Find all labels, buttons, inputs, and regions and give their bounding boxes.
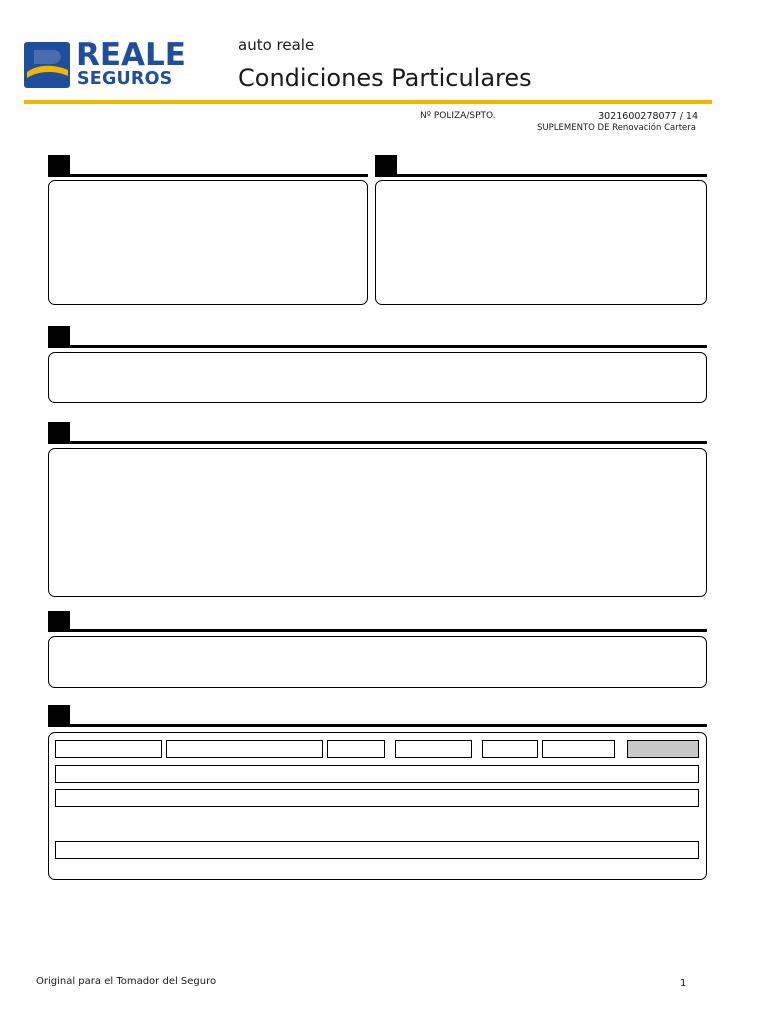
section-marker (48, 155, 70, 175)
section-box-right (375, 180, 707, 305)
section-marker (48, 326, 70, 346)
section-box-left (48, 180, 368, 305)
section-rule (48, 441, 707, 444)
brand-name: REALE (76, 37, 186, 73)
section-rule (48, 345, 707, 348)
page-number: 1 (680, 978, 687, 989)
field-cell (166, 740, 323, 758)
header-divider (24, 100, 712, 104)
reale-seguros-logo (24, 37, 214, 92)
supplement-type: SUPLEMENTO DE Renovación Cartera (537, 123, 696, 133)
policy-number-value: 3021600278077 / 14 (598, 111, 698, 122)
section-box (48, 636, 707, 688)
product-name: auto reale (238, 36, 315, 54)
section-rule (48, 629, 707, 632)
section-box (48, 352, 707, 403)
field-row (55, 765, 699, 783)
field-cell (482, 740, 538, 758)
field-row (55, 841, 699, 859)
section-rule (48, 724, 707, 727)
field-row (55, 789, 699, 807)
brand-subname: SEGUROS (77, 69, 173, 89)
field-cell (55, 740, 162, 758)
section-rule (375, 174, 707, 177)
section-marker (375, 155, 397, 175)
section-rule (48, 174, 368, 177)
field-cell (327, 740, 385, 758)
section-marker (48, 611, 70, 631)
field-cell (395, 740, 472, 758)
section-marker (48, 705, 70, 725)
policy-number-label: Nº POLIZA/SPTO. (420, 111, 496, 121)
field-cell (542, 740, 615, 758)
section-box (48, 448, 707, 597)
document-title: Condiciones Particulares (238, 64, 532, 92)
footer-note: Original para el Tomador del Seguro (36, 976, 217, 987)
field-cell-shaded (627, 740, 699, 758)
reale-logo-icon (24, 42, 70, 88)
section-marker (48, 422, 70, 442)
